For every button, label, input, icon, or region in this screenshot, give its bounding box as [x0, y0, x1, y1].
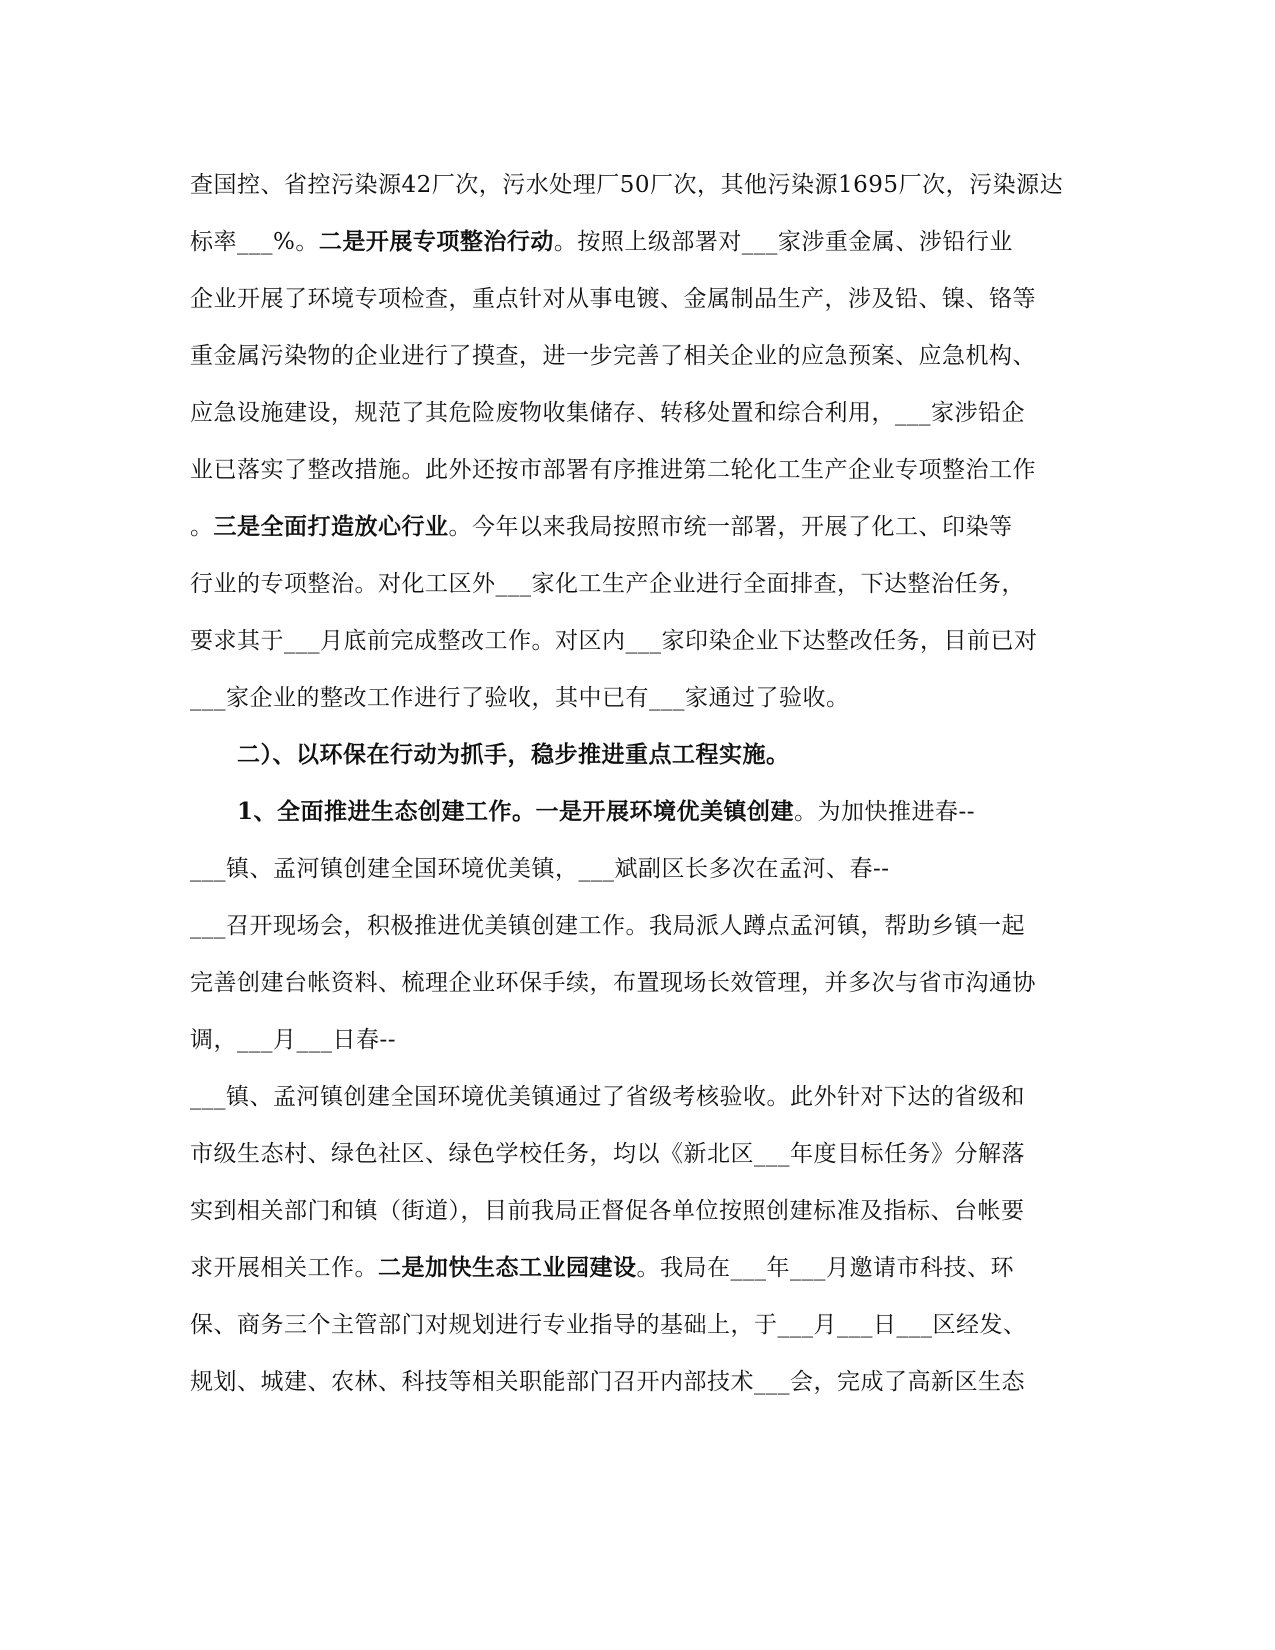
text-run: 业已落实了整改措施。此外还按市部署有序推进第二轮化工生产企业专项整治工作 — [190, 457, 1036, 483]
text-run: 。我局在___年___月邀请市科技、环 — [636, 1255, 1014, 1281]
text-run: 行业的专项整治。对化工区外___家化工生产企业进行全面排查，下达整治任务， — [190, 571, 1025, 597]
text-run: 市级生态村、绿色社区、绿色学校任务，均以《新北区___年度目标任务》分解落 — [190, 1141, 1025, 1167]
body-line — [190, 393, 1090, 433]
body-line — [190, 1362, 1090, 1402]
subsection-heading — [237, 792, 1137, 832]
body-line — [190, 849, 1090, 889]
body-line — [190, 1248, 1090, 1288]
bold-heading-run: 二是开展专项整治行动 — [318, 228, 554, 255]
text-run: 。为加快推进春-- — [794, 799, 976, 825]
body-line — [190, 1077, 1090, 1117]
text-run: 标率___%。 — [190, 229, 319, 255]
body-line — [190, 279, 1090, 319]
body-line — [190, 963, 1090, 1003]
section-heading — [237, 735, 1137, 775]
text-run: ___镇、孟河镇创建全国环境优美镇，___斌副区长多次在孟河、春-- — [190, 856, 890, 882]
text-run: ___召开现场会，积极推进优美镇创建工作。我局派人蹲点孟河镇，帮助乡镇一起 — [190, 913, 1025, 939]
text-run: 应急设施建设，规范了其危险废物收集储存、转移处置和综合利用，___家涉铅企 — [190, 400, 1025, 426]
bold-heading-run: 二是加快生态工业园建设 — [378, 1254, 637, 1281]
text-run: ___家企业的整改工作进行了验收，其中已有___家通过了验收。 — [190, 685, 850, 711]
text-run: 。 — [190, 514, 214, 540]
text-run: 。今年以来我局按照市统一部署，开展了化工、印染等 — [448, 514, 1013, 540]
body-line — [190, 564, 1090, 604]
body-line — [190, 450, 1090, 490]
text-run: 企业开展了环境专项检查，重点针对从事电镀、金属制品生产，涉及铅、镍、铬等 — [190, 286, 1036, 312]
text-run: 规划、城建、农林、科技等相关职能部门召开内部技术___会，完成了高新区生态 — [190, 1369, 1025, 1395]
text-run: 要求其于___月底前完成整改工作。对区内___家印染企业下达整改任务，目前已对 — [190, 628, 1038, 654]
text-run: 完善创建台帐资料、梳理企业环保手续，布置现场长效管理，并多次与省市沟通协 — [190, 970, 1036, 996]
body-line — [190, 1020, 1090, 1060]
body-line — [190, 1191, 1090, 1231]
body-line — [190, 165, 1090, 205]
text-run: 重金属污染物的企业进行了摸查，进一步完善了相关企业的应急预案、应急机构、 — [190, 343, 1036, 369]
body-line — [190, 222, 1090, 262]
body-line — [190, 1134, 1090, 1174]
body-line — [190, 906, 1090, 946]
text-run: 。按照上级部署对___家涉重金属、涉铅行业 — [553, 229, 1013, 255]
text-run: 实到相关部门和镇（街道），目前我局正督促各单位按照创建标准及指标、台帐要 — [190, 1198, 1025, 1224]
text-run: 保、商务三个主管部门对规划进行专业指导的基础上，于___月___日___区经发、 — [190, 1312, 1027, 1338]
body-line — [190, 507, 1090, 547]
text-run: 求开展相关工作。 — [190, 1255, 378, 1281]
body-line — [190, 678, 1090, 718]
text-run: 调，___月___日春-- — [190, 1027, 397, 1053]
bold-heading-run: 三是全面打造放心行业 — [213, 513, 449, 540]
text-run: 查国控、省控污染源42厂次，污水处理厂50厂次，其他污染源1695厂次，污染源达 — [190, 172, 1064, 198]
body-line — [190, 1305, 1090, 1345]
text-run: ___镇、孟河镇创建全国环境优美镇通过了省级考核验收。此外针对下达的省级和 — [190, 1084, 1025, 1110]
bold-heading-run: 1、全面推进生态创建工作。一是开展环境优美镇创建 — [237, 798, 795, 825]
bold-heading-run: 二）、以环保在行动为抓手，稳步推进重点工程实施。 — [237, 741, 790, 768]
body-line — [190, 336, 1090, 376]
body-line — [190, 621, 1090, 661]
